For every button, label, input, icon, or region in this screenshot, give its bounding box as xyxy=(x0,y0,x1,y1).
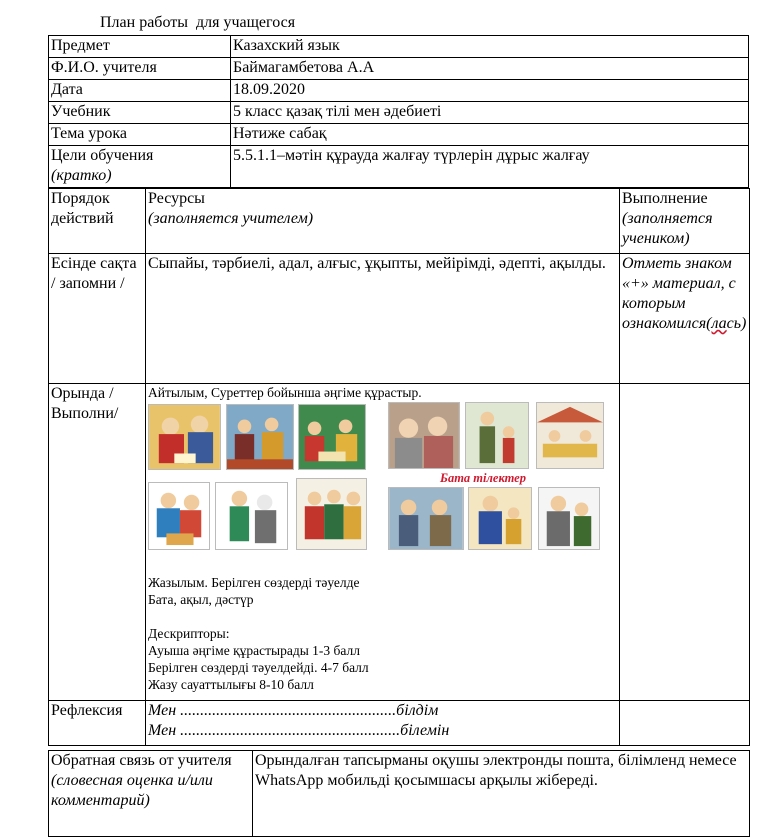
header-resources-note: (заполняется учителем) xyxy=(148,210,314,227)
info-label: Дата xyxy=(49,80,231,102)
info-table xyxy=(48,35,749,188)
illustration-yurt-feast xyxy=(298,404,366,470)
reflection-label: Рефлексия xyxy=(49,701,146,746)
illustration-grandfather-grandson xyxy=(538,487,600,550)
descriptors-title: Дескрипторы: xyxy=(148,626,230,641)
task-writing: Жазылым. Берілген сөздерді тәуелде xyxy=(148,575,360,590)
header-completion-title: Выполнение xyxy=(622,190,708,207)
feedback-text: Орындалған тапсырманы оқушы электронды пошта, білімленд немесе WhatsApp мобильді қосымшасы арқылы жібереді. xyxy=(253,751,750,837)
illustration-greeting-guests xyxy=(296,478,367,550)
info-value: 5 класс қазақ тілі мен әдебиеті xyxy=(231,102,749,124)
illustration-elders-tea xyxy=(148,404,221,470)
illustration-two-women xyxy=(388,402,460,469)
info-value: Казахский язык xyxy=(231,36,749,58)
task-block xyxy=(148,574,369,693)
info-row-topic xyxy=(49,124,749,146)
info-label: Учебник xyxy=(49,102,231,124)
remember-label: Есінде сақта / запомни / xyxy=(49,254,146,384)
perform-completion-cell xyxy=(620,384,750,701)
plan-header-row xyxy=(49,189,750,254)
reflection-line: Мен ......................................................білдім xyxy=(148,702,439,719)
info-label: Предмет xyxy=(49,36,231,58)
illustration-family-gathering xyxy=(226,404,294,470)
feedback-note: (словесная оценка и/или комментарий) xyxy=(51,772,213,809)
goals-label: Цели обучения xyxy=(51,147,154,164)
info-row-goals xyxy=(49,146,749,188)
perform-label: Орында /Выполни/ xyxy=(49,384,146,701)
info-row-teacher xyxy=(49,58,749,80)
header-completion-note: (заполняется учеником) xyxy=(622,210,713,247)
info-row-date xyxy=(49,80,749,102)
feedback-row xyxy=(49,751,750,837)
header-completion xyxy=(620,189,750,254)
feedback-label: Обратная связь от учителя xyxy=(51,752,232,769)
illustration-elder-boy xyxy=(468,487,532,550)
header-order: Порядок действий xyxy=(49,189,146,254)
header-resources-title: Ресурсы xyxy=(148,190,205,207)
bata-tilekter-caption: Бата тілектер xyxy=(440,471,526,485)
goals-label-note: (кратко) xyxy=(51,167,112,184)
info-value: 18.09.2020 xyxy=(231,80,749,102)
descriptor-item: Берілген сөздерді тәуелдейді. 4-7 балл xyxy=(148,660,369,675)
illustration-boy-and-grandma xyxy=(215,482,288,550)
reflection-completion-cell xyxy=(620,701,750,746)
illustration-blessing-elders xyxy=(388,487,464,550)
illustration-dastarkhan xyxy=(536,402,604,469)
info-label: Ф.И.О. учителя xyxy=(49,58,231,80)
remember-row xyxy=(49,254,750,384)
info-row-subject xyxy=(49,36,749,58)
header-resources xyxy=(146,189,620,254)
info-value: Баймагамбетова А.А xyxy=(231,58,749,80)
spacer xyxy=(148,608,369,625)
remember-mark-instruction xyxy=(620,254,750,384)
info-value: Нәтиже сабақ xyxy=(231,124,749,146)
mark-end: сь) xyxy=(726,315,747,332)
mark-wavy: ла xyxy=(711,315,727,332)
feedback-label-cell xyxy=(49,751,253,837)
mark-text: Отметь знаком «+» материал, с которым ознакомился( xyxy=(622,255,736,332)
reflection-line: Мен .......................................................білемін xyxy=(148,722,450,739)
descriptor-item: Жазу сауаттылығы 8-10 балл xyxy=(148,677,314,692)
task-speaking: Айтылым, Суреттер бойынша әңгіме құрастыр. xyxy=(148,385,422,400)
descriptor-item: Ауыша әңгіме құрастырады 1-3 балл xyxy=(148,643,360,658)
task-writing-words: Бата, ақыл, дәстүр xyxy=(148,592,254,607)
feedback-table xyxy=(48,750,750,837)
info-label xyxy=(49,146,231,188)
info-row-textbook xyxy=(49,102,749,124)
info-label: Тема урока xyxy=(49,124,231,146)
remember-words: Сыпайы, тәрбиелі, адал, алғыс, ұқыпты, мейірімді, әдепті, ақылды. xyxy=(146,254,620,384)
page-title: План работы для учащегося xyxy=(100,14,296,31)
info-value: 5.5.1.1–мәтін құрауда жалғау түрлерін дұрыс жалғау xyxy=(231,146,749,188)
illustration-man-with-children xyxy=(465,402,529,469)
reflection-row xyxy=(49,701,750,746)
illustration-helping-elder xyxy=(148,482,210,550)
reflection-lines xyxy=(146,701,620,746)
